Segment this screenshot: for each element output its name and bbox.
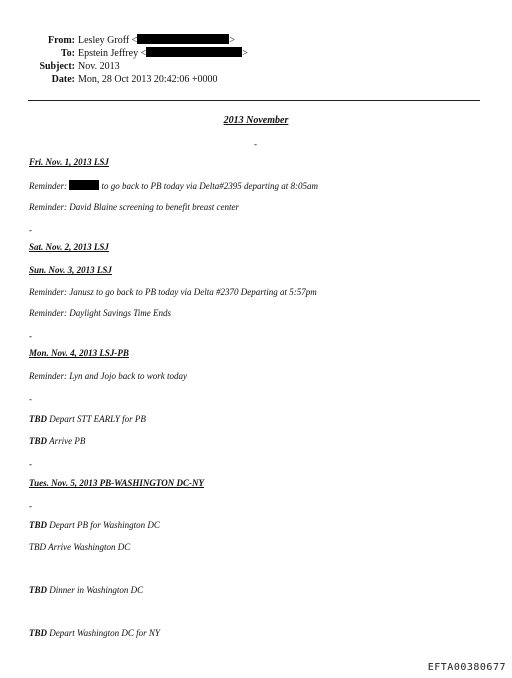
date-value: Mon, 28 Oct 2013 20:42:06 +0000 <box>78 74 218 85</box>
day-heading-sun: Sun. Nov. 3, 2013 LSJ <box>29 265 112 275</box>
tbd-label: TBD <box>29 436 47 446</box>
day-heading-fri: Fri. Nov. 1, 2013 LSJ <box>29 157 109 167</box>
document-title: 2013 November <box>223 115 289 126</box>
redaction-block <box>69 180 99 190</box>
reminder-line: Reminder: Daylight Savings Time Ends <box>29 308 171 318</box>
date-label: Date: <box>51 74 75 85</box>
from-value: Lesley Groff < <box>78 35 138 46</box>
header-date <box>0 73 218 86</box>
schedule-line <box>29 414 146 424</box>
schedule-line: TBD Arrive Washington DC <box>29 542 131 552</box>
reminder-line: Reminder: David Blaine screening to benefit breast center <box>29 202 240 212</box>
header-to <box>0 47 248 60</box>
to-value: Epstein Jeffrey < <box>78 48 147 59</box>
to-label: To: <box>60 48 75 59</box>
dash: - <box>254 139 257 149</box>
schedule-line <box>29 520 160 530</box>
reminder-prefix: Reminder: <box>29 181 67 191</box>
subject-value: Nov. 2013 <box>78 61 120 72</box>
dash: - <box>29 459 32 469</box>
header-divider <box>28 100 480 101</box>
dash: - <box>29 331 32 341</box>
dash: - <box>29 501 32 511</box>
day-heading-mon: Mon. Nov. 4, 2013 LSJ-PB <box>29 348 129 358</box>
reminder-line <box>29 180 318 191</box>
dash: - <box>29 394 32 404</box>
day-heading-sat: Sat. Nov. 2, 2013 LSJ <box>29 242 109 252</box>
schedule-text: Dinner in Washington DC <box>49 585 144 595</box>
schedule-text: Depart STT EARLY for PB <box>49 414 146 424</box>
header-subject <box>0 60 120 73</box>
day-heading-tue: Tues. Nov. 5, 2013 PB-WASHINGTON DC-NY <box>29 478 204 488</box>
dash: - <box>29 225 32 235</box>
subject-label: Subject: <box>39 61 75 72</box>
schedule-text: Depart Washington DC for NY <box>49 628 160 638</box>
header-from <box>0 34 235 47</box>
tbd-label: TBD <box>29 414 47 424</box>
schedule-text: Depart PB for Washington DC <box>49 520 160 530</box>
from-suffix: > <box>229 35 235 46</box>
document-id: EFTA00380677 <box>427 662 506 673</box>
schedule-text: Arrive PB <box>49 436 86 446</box>
to-suffix: > <box>242 48 248 59</box>
reminder-line: Reminder: Lyn and Jojo back to work today <box>29 371 187 381</box>
tbd-label: TBD <box>29 628 47 638</box>
schedule-line <box>29 628 160 638</box>
from-label: From: <box>47 35 75 46</box>
redaction-block <box>146 47 242 57</box>
schedule-line <box>29 585 143 595</box>
tbd-label: TBD <box>29 520 47 530</box>
reminder-line: Reminder: Janusz to go back to PB today via Delta #2370 Departing at 5:57pm <box>29 287 317 297</box>
redaction-block <box>137 34 229 44</box>
tbd-label: TBD <box>29 585 47 595</box>
schedule-line <box>29 436 85 446</box>
reminder-text: to go back to PB today via Delta#2395 departing at 8:05am <box>101 181 318 191</box>
